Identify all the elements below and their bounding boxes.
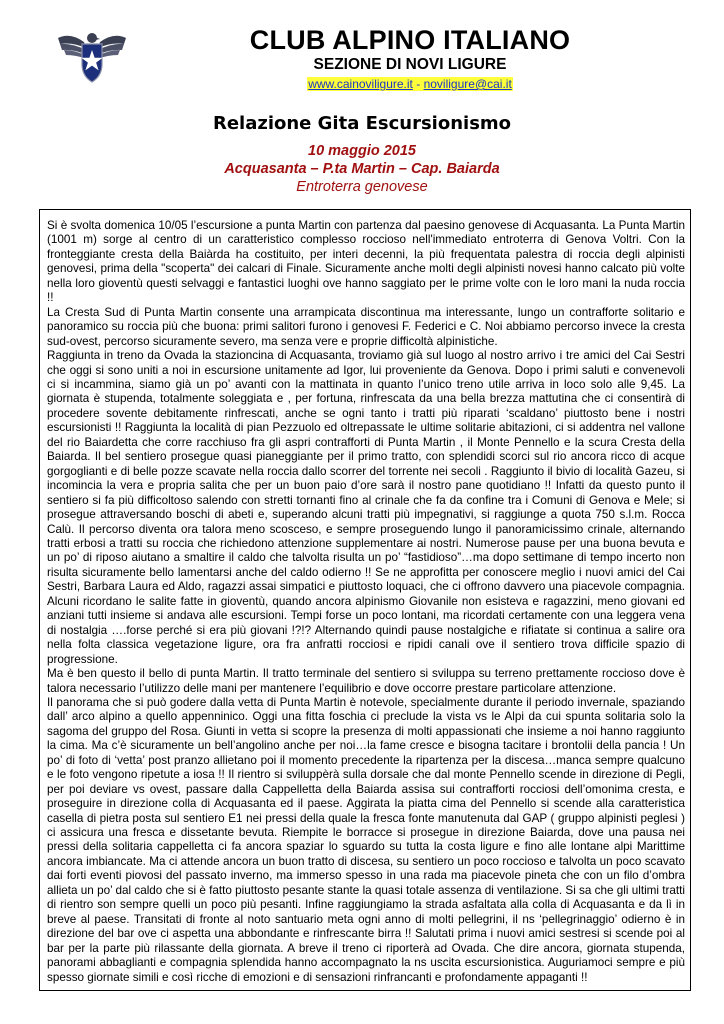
report-route: Acquasanta – P.ta Martin – Cap. Baiarda bbox=[224, 161, 500, 177]
website-link[interactable]: www.cainoviligure.it bbox=[308, 77, 413, 91]
paragraph: Ma è ben questo il bello di punta Martin. Il tratto terminale del sentiero si sviluppa su terreno prettamente roccioso dove è talora necessario l’utilizzo delle mani per mantenere l’equilibrio e dove occorre prestare particolare attenzione. bbox=[47, 667, 685, 695]
report-body bbox=[47, 219, 685, 985]
contact-links bbox=[200, 76, 620, 92]
paragraph: Si è svolta domenica 10/05 l’escursione a punta Martin con partenza dal paesino genovese di Acquasanta. La Punta Martin (1001 m) sorge al centro di un caratteristico complesso roccioso nell'immediato entroterra di Genova Voltri. Con la fronteggiante cresta della Baiàrda ha costituito, per interi decenni, la più frequentata palestra di roccia degli alpinisti genovesi, prima della "scoperta" dei calcari di Finale. Sicuramente anche molti degli alpinisti novesi hanno calcato più volte nella loro gioventù questi selvaggi e fantastici luoghi ove hanno saggiato per le prime volte con le loro mani la nuda roccia !! bbox=[47, 219, 685, 305]
link-separator: - bbox=[412, 77, 424, 91]
paragraph: Il panorama che si può godere dalla vetta di Punta Martin è notevole, specialmente durante il periodo invernale, spaziando dall’ arco alpino a quello appenninico. Oggi una fitta foschia ci preclude la vista vs le Alpi da cui spunta solitaria solo la sagoma del gruppo del Rosa. Giunti in vetta si scopre la presenza di molti appassionati che insieme a noi hanno raggiunto la cima. Ma c’è sicuramente un bell’angolino anche per noi…la fame cresce e bisogna tacitare i brontolii della pancia ! Un po’ di foto di ‘vetta’ post pranzo allietano poi il momento precedente la ripartenza per la discesa…manca sempre qualcuno e le foto vengono ripetute a iosa !! Il rientro si sviluppèrà sulla dorsale che dal monte Pennello scende in direzione di Pegli, per poi deviare vs ovest, passare dalla Cappelletta della Baiarda assisa sui contrafforti rocciosi dell’omonima cresta, e proseguire in direzione colla di Acquasanta ed il paese. Aggirata la piatta cima del Pennello si scende alla caratteristica casella di pietra posta sul sentiero E1 nei pressi della quale la fresca fonte manutenuta dal GAP ( gruppo alpinisti peglesi ) ci assicura una fresca e dissetante bevuta. Riempite le borracce si prosegue in direzione Baiarda, dove una pausa nei pressi della solitaria cappelletta ci fa ancora spaziar lo sguardo su tutta la costa ligure e fino alle lontane alpi Marittime ancora imbiancate. Ma ci attende ancora un buon tratto di discesa, su sentiero un poco roccioso e talvolta un poco scavato dai forti eventi piovosi del passato inverno, ma immerso spesso in una rada ma piacevole pineta che con un filo d’ombra allieta un po’ dal caldo che si è fatto piuttosto pesante stante la quasi totale assenza di ventilazione. Si sa che gli ultimi tratti di rientro son sempre quelli un poco più pesanti. Infine raggiungiamo la strada asfaltata alla colla di Acquasanta e da lì in breve al paese. Transitati di fronte al noto santuario meta ogni anno di molti pellegrini, il ns ‘pellegrinaggio’ odierno è in direzione del bar ove ci aspetta una abbondante e rinfrescante birra !! Salutati prima i nuovi amici sestresi si scende poi al bar per la parte più rilassante della giornata. A breve il treno ci riporterà ad Ovada. Che dire ancora, giornata stupenda, panorami abbaglianti e compagnia splendida hanno accompagnato la ns uscita escursionistica. Auguriamoci sempre e più spesso giornate simili e così ricche di emozioni e di sensazioni rinfrancanti e profondamente appaganti !! bbox=[47, 695, 685, 984]
report-title: Relazione Gita Escursionismo bbox=[212, 113, 512, 134]
email-link[interactable]: noviligure@cai.it bbox=[423, 77, 512, 91]
report-date: 10 maggio 2015 bbox=[308, 143, 416, 159]
club-title: CLUB ALPINO ITALIANO bbox=[249, 25, 571, 55]
paragraph: Raggiunta in treno da Ovada la stazioncina di Acquasanta, troviamo già sul luogo al nostro arrivo i tre amici del Cai Sestri che oggi si sono uniti a noi in escursione unitamente ad Igor, lui proveniente da Genova. Dopo i primi saluti e convenevoli ci si incammina, siamo già un po’ avanti con la mattinata in quanto l’unico treno utile arriva in loco solo alle 9,45. La giornata è stupenda, totalmente soleggiata e , per fortuna, rinfrescata da una bella brezza mattutina che ci consentirà di procedere sovente debitamente rinfrescati, anche se ogni tanto i tratti più riparati ‘scaldano’ piuttosto bene i nostri escursionisti !! Raggiunta la località di pian Pezzuolo ed oltrepassate le ultime solitarie abitazioni, ci si addentra nel vallone del rio Baiardetta che corre racchiuso fra gli aspri contrafforti di Punta Martin , il Monte Pennello e la scura Cresta della Baiarda. Il bel sentiero prosegue quasi pianeggiante per il primo tratto, con splendidi scorci sul rio ancora ricco di acque gorgoglianti e di belle pozze scavate nella roccia dallo scorrer del torrente nei secoli . Raggiunto il bivio di località Gazeu, si incomincia la vera e propria salita che per un buon paio d’ore sarà il nostro pane quotidiano !! Infatti da questo punto il sentiero si fa più difficoltoso salendo con stretti tornanti fino al crinale che fa da confine tra i Comuni di Genova e Mele; si prosegue attraversando boschi di abeti e, superando alcuni tratti più impegnativi, si raggiunge a quota 750 s.l.m. Rocca Calù. Il percorso diventa ora talora meno scosceso, e sempre proseguendo lungo il panoramicissimo crinale, alternando tratti erbosi a tratti su roccia che richiedono attenzione supplementare ai nostri. Numerose pause per una buona bevuta e un po’ di riposo aiutano a smaltire il caldo che talvolta risulta un po’ “fastidioso”…ma dopo settimane di tempo incerto non risulta sicuramente bello lamentarsi anche del caldo odierno !! Se ne approfitta per conoscere meglio i nuovi amici del Cai Sestri, Barbara Laura ed Aldo, ragazzi assai simpatici e piuttosto loquaci, che ci offrono davvero una piacevole compagnia. Alcuni ricordano le salite fatte in gioventù, quando ancora alpinismo Giovanile non esisteva e ragazzini, meno giovani ed anziani tutti insieme si andava alle escursioni. Tempi forse un poco lontani, ma ricordati certamente con una leggera vena di nostalgia ….forse perché si era più giovani !?!? Alternando quindi pause nostalgiche e rifiatate si continua a salire ora nella folta classica vegetazione ligure, ora fra anfratti rocciosi e ripidi canali ove il sentiero trova difficile spazio di progressione. bbox=[47, 349, 685, 666]
cai-logo-icon bbox=[56, 28, 128, 84]
paragraph: La Cresta Sud di Punta Martin consente una arrampicata discontinua ma interessante, lungo un contrafforte solitario e panoramico su roccia più che buona: primi salitori furono i genovesi F. Federici e C. Noi abbiamo percorso invece la cresta sud-ovest, percorso sicuramente severo, ma senza vere e proprie difficoltà alpinistiche. bbox=[47, 305, 685, 348]
report-region: Entroterra genovese bbox=[296, 179, 428, 195]
section-subtitle: SEZIONE DI NOVI LIGURE bbox=[313, 56, 507, 73]
